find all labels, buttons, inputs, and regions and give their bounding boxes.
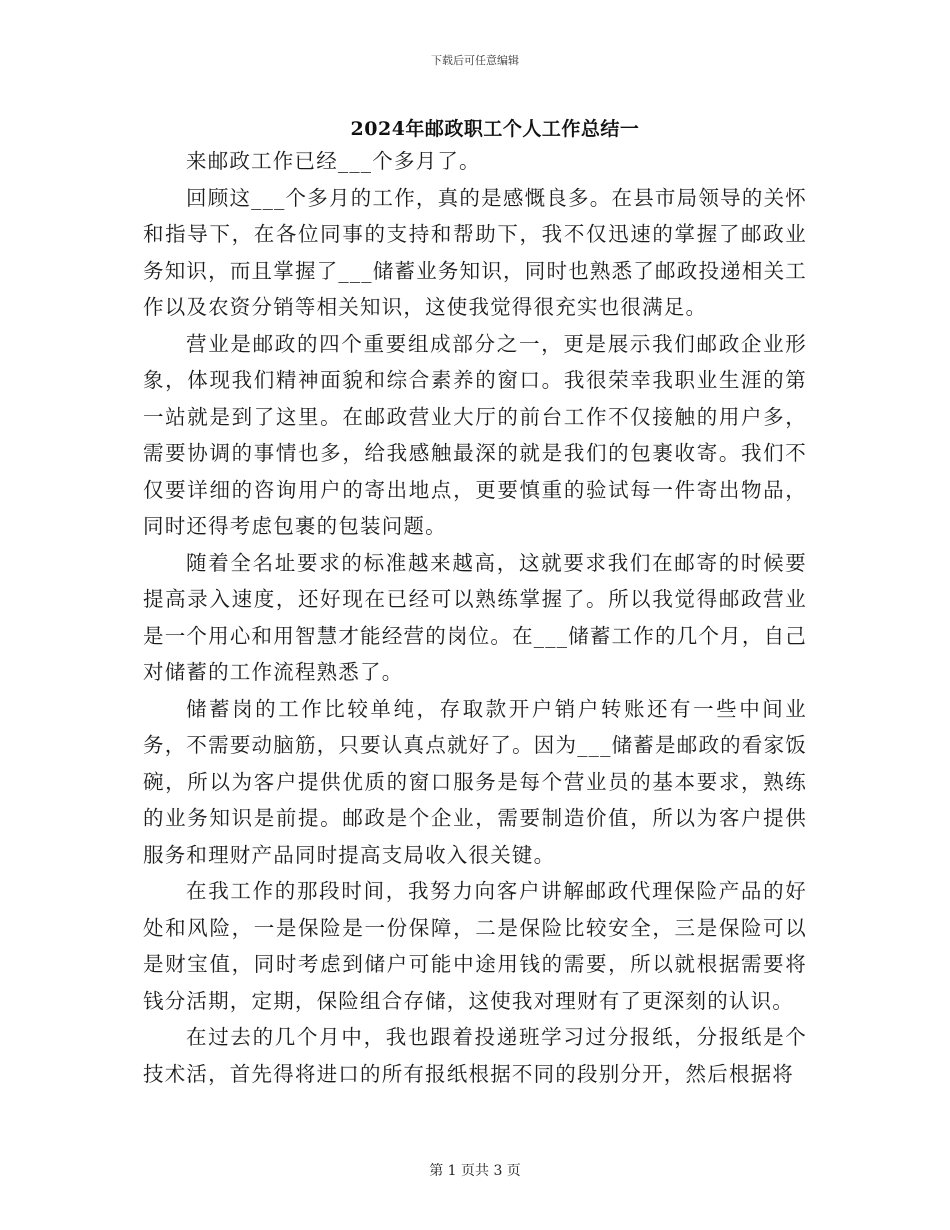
- paragraph-7: 在过去的几个月中，我也跟着投递班学习过分报纸，分报纸是个技术活，首先得将进口的所有报纸根据不同的段别分开，然后根据将: [143, 1025, 807, 1086]
- document-body: [143, 143, 807, 1092]
- paragraph-3: 营业是邮政的四个重要组成部分之一，更是展示我们邮政企业形象，体现我们精神面貌和综合素养的窗口。我很荣幸我职业生涯的第一站就是到了这里。在邮政营业大厅的前台工作不仅接触的用户多，需要协调的事情也多，给我感触最深的就是我们的包裹收寄。我们不仅要详细的咨询用户的寄出地点，更要慎重的验试每一件寄出物品，同时还得考虑包裹的包装问题。: [143, 331, 807, 538]
- paragraph-1: 来邮政工作已经___个多月了。: [186, 149, 481, 173]
- paragraph-2: 回顾这___个多月的工作，真的是感慨良多。在县市局领导的关怀和指导下，在各位同事的支持和帮助下，我不仅迅速的掌握了邮政业务知识，而且掌握了___储蓄业务知识，同时也熟悉了邮政投递相关工作以及农资分销等相关知识，这使我觉得很充实也很满足。: [143, 185, 807, 319]
- document-title: 2024年邮政职工个人工作总结一: [350, 118, 640, 140]
- paragraph-4: 随着全名址要求的标准越来越高，这就要求我们在邮寄的时候要提高录入速度，还好现在已经可以熟练掌握了。所以我觉得邮政营业是一个用心和用智慧才能经营的岗位。在___储蓄工作的几个月，自己对储蓄的工作流程熟悉了。: [143, 550, 807, 684]
- paragraph-6: 在我工作的那段时间，我努力向客户讲解邮政代理保险产品的好处和风险，一是保险是一份保障，二是保险比较安全，三是保险可以是财宝值，同时考虑到储户可能中途用钱的需要，所以就根据需要将钱分活期，定期，保险组合存储，这使我对理财有了更深刻的认识。: [143, 879, 807, 1013]
- page-number-footer: 第 1 页共 3 页: [429, 1163, 521, 1179]
- header-note: 下载后可任意编辑: [431, 54, 519, 67]
- paragraph-5: 储蓄岗的工作比较单纯，存取款开户销户转账还有一些中间业务，不需要动脑筋，只要认真点就好了。因为___储蓄是邮政的看家饭碗，所以为客户提供优质的窗口服务是每个营业员的基本要求，熟练的业务知识是前提。邮政是个企业，需要制造价值，所以为客户提供服务和理财产品同时提高支局收入很关键。: [143, 696, 807, 867]
